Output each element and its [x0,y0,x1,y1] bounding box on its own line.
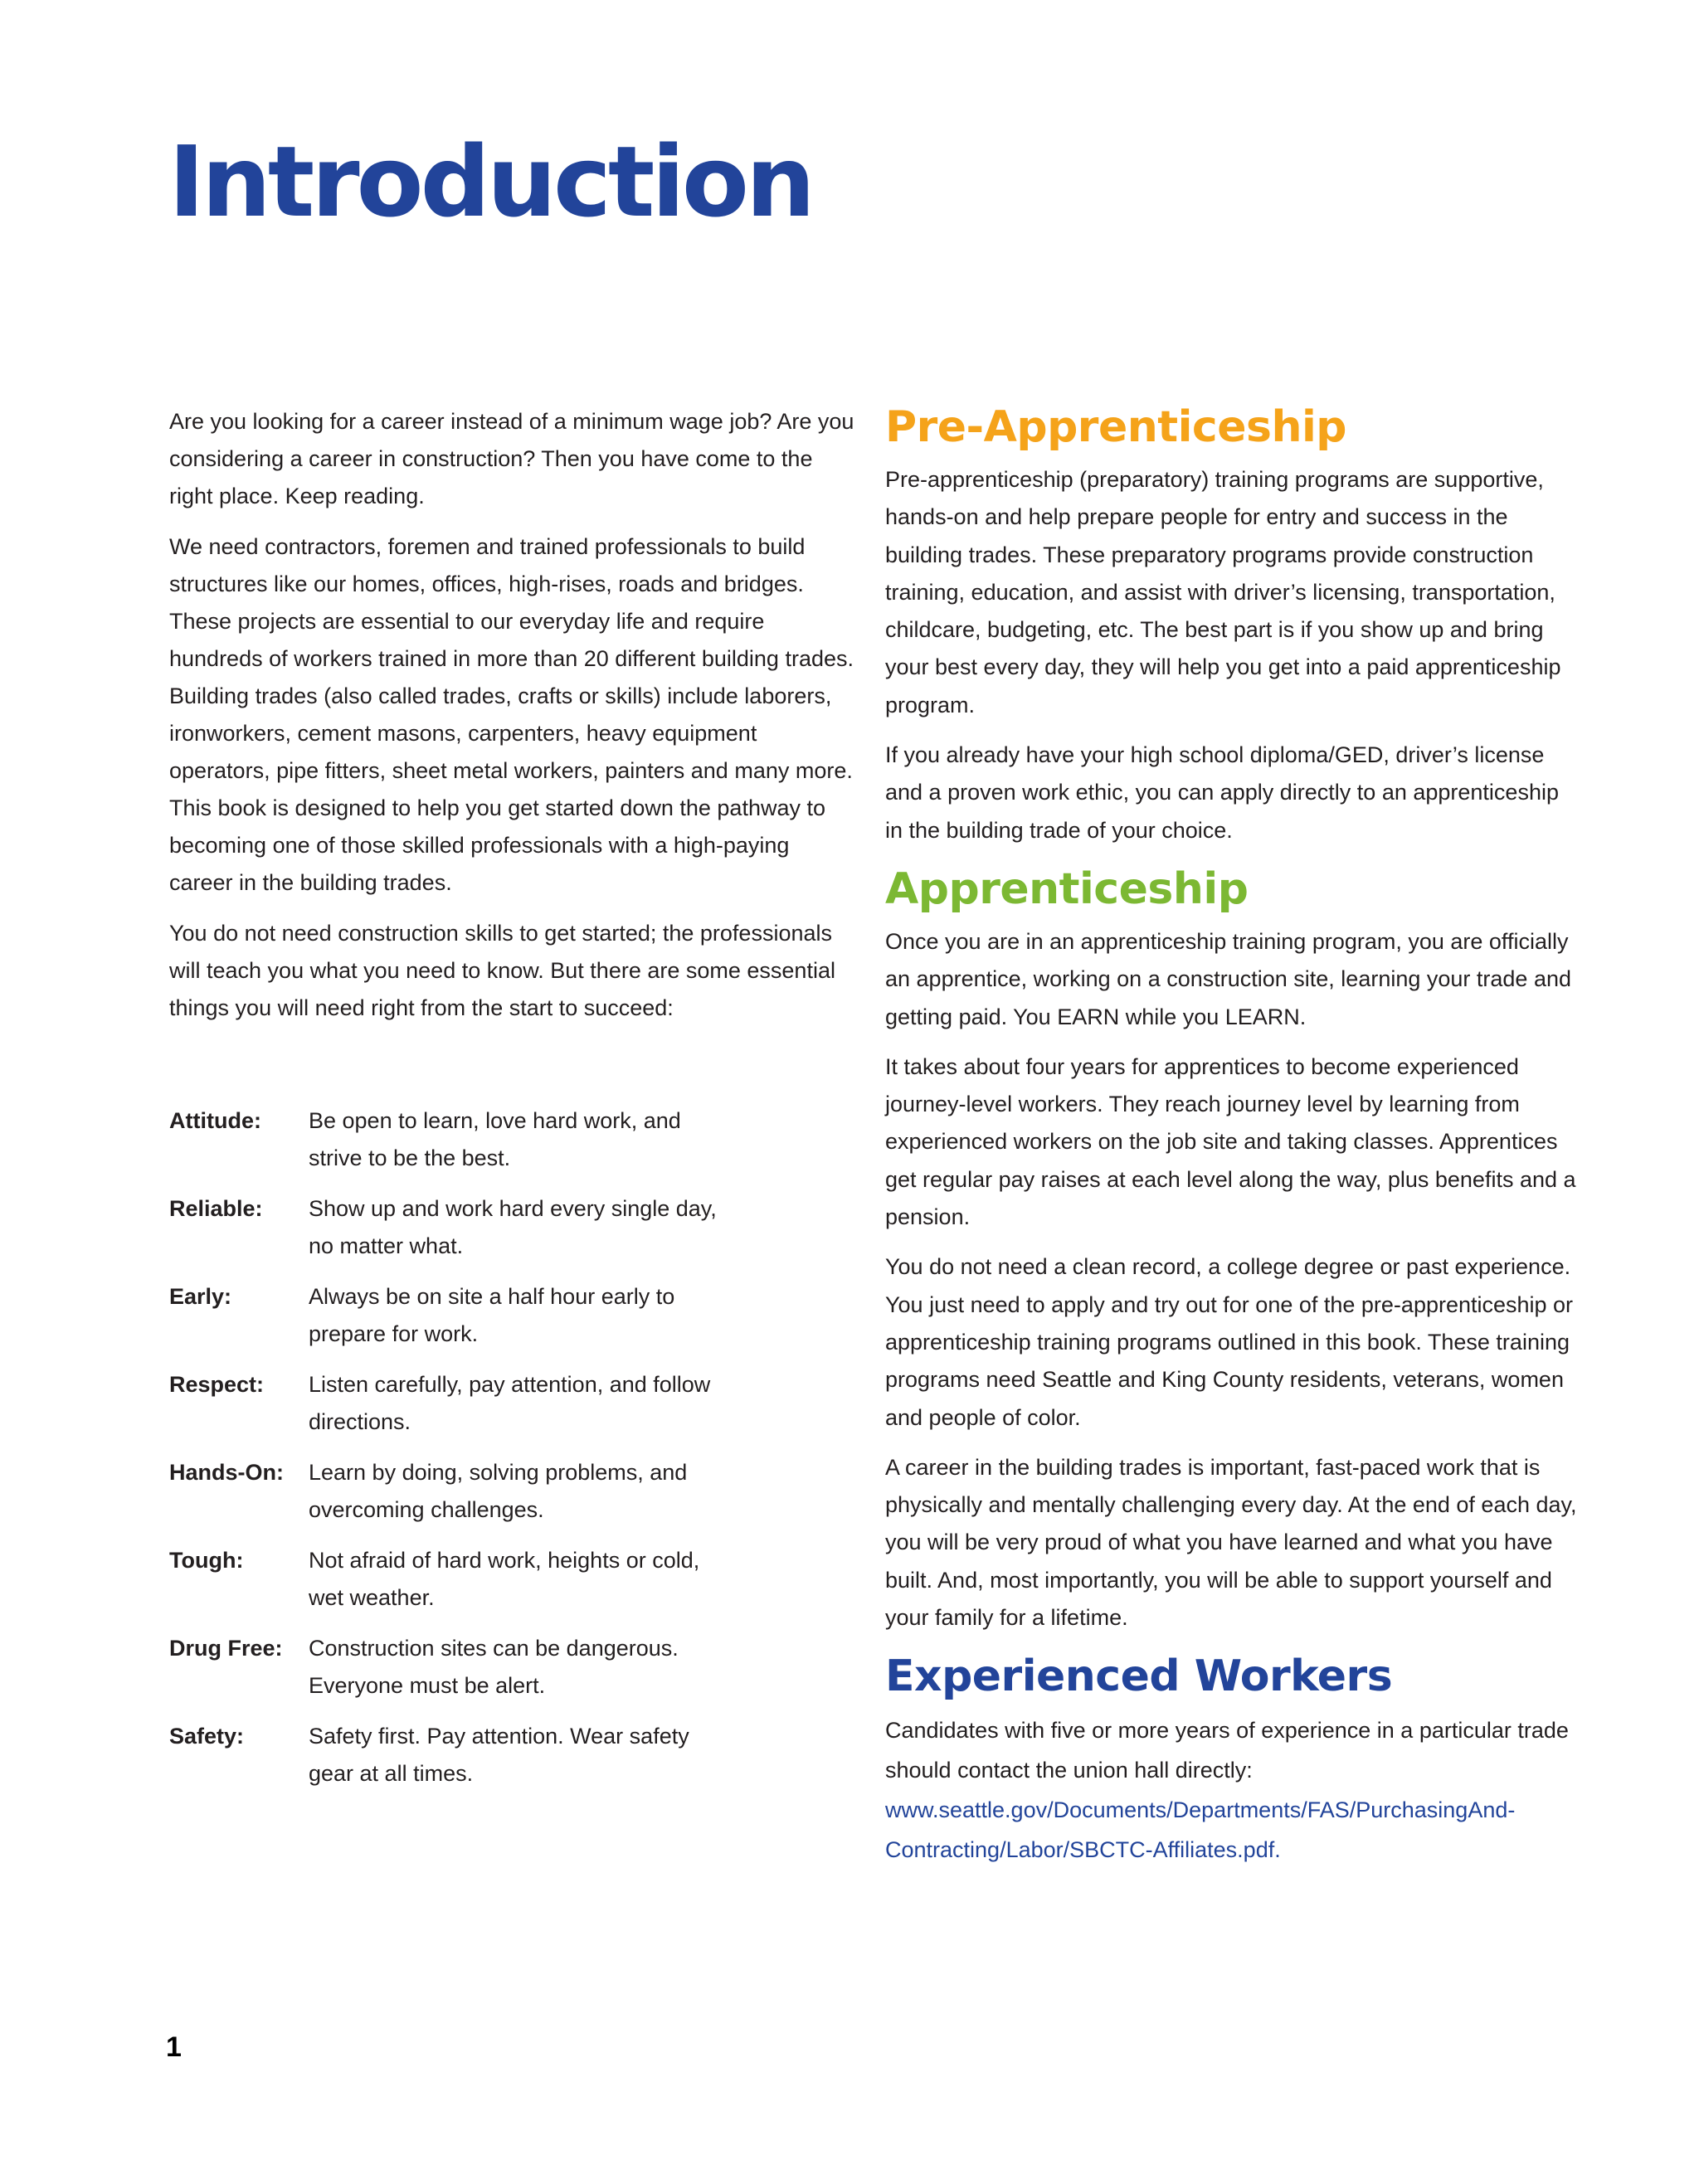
experienced-workers-section [885,1710,1582,1870]
experienced-workers-paragraph: Candidates with five or more years of experience in a particular trade should contact the union hall directly: [885,1718,1569,1783]
apprenticeship-paragraph: You do not need a clean record, a college degree or past experience. You just need to apply and try out for one of the pre-apprenticeship or apprenticeship training programs outlined in this book. These training programs need Seattle and King County residents, veterans, women and people of color. [885,1254,1574,1430]
affiliates-link-line-1: www.seattle.gov/Documents/Departments/FAS/PurchasingAnd- [885,1797,1516,1823]
trait-label: Early: [169,1284,232,1309]
right-column [885,400,1582,1870]
apprenticeship-paragraph: Once you are in an apprenticeship training program, you are officially an apprentice, working on a construction site, learning your trade and getting paid. You EARN while you LEARN. [885,928,1571,1029]
trait-row [169,1542,858,1617]
intro-paragraph: You do not need construction skills to get started; the professionals will teach you what you need to know. But there are some essential things you will need right from the start to succeed: [169,921,835,1020]
apprenticeship-paragraph: It takes about four years for apprentices to become experienced journey-level workers. They reach journey level by learning from experienced workers on the job site and taking classes. Apprentices get regular pay raises at each level along the way, plus benefits and a pension. [885,1053,1576,1230]
trait-row [169,1190,858,1265]
trait-label: Safety: [169,1724,245,1749]
trait-label: Drug Free: [169,1636,283,1661]
trait-description: Learn by doing, solving problems, and overcoming challenges. [309,1460,688,1522]
trait-row [169,1630,858,1705]
trait-row [169,1102,858,1177]
page-number: 1 [166,2031,182,2063]
trait-row [169,1454,858,1529]
traits-list [169,1102,858,1792]
trait-label: Respect: [169,1372,265,1397]
intro-paragraph: Are you looking for a career instead of a minimum wage job? Are you considering a career in construction? Then you have come to the right place. Keep reading. [169,409,854,508]
trait-row [169,1366,858,1441]
trait-label: Tough: [169,1548,244,1573]
trait-description: Always be on site a half hour early to prepare for work. [309,1284,675,1346]
apprenticeship-heading: Apprenticeship [885,863,1249,914]
pre-apprenticeship-paragraph: If you already have your high school diploma/GED, driver’s license and a proven work ethic, you can apply directly to an apprenticeship in the building trade of your choice. [885,742,1559,843]
trait-row [169,1718,858,1792]
trait-description: Show up and work hard every single day, no matter what. [309,1196,717,1258]
pre-apprenticeship-heading: Pre-Apprenticeship [885,402,1347,452]
left-column [169,403,858,1806]
trait-description: Safety first. Pay attention. Wear safety gear at all times. [309,1724,689,1786]
affiliates-link[interactable] [885,1790,1582,1870]
pre-apprenticeship-paragraph: Pre-apprenticeship (preparatory) training programs are supportive, hands-on and help prepare people for entry and success in the building trades. These preparatory programs provide construction training, education, and assist with driver’s licensing, transportation, childcare, budgeting, etc. The best part is if you show up and bring your best every day, they will help you get into a paid apprenticeship program. [885,467,1561,717]
trait-row [169,1278,858,1353]
apprenticeship-paragraph: A career in the building trades is important, fast-paced work that is physically and mentally challenging every day. At the end of each day, you will be very proud of what you have learned and what you have built. And, most importantly, you will be able to support yourself and your family for a lifetime. [885,1454,1577,1631]
experienced-workers-heading: Experienced Workers [885,1651,1393,1702]
affiliates-link-line-2: Contracting/Labor/SBCTC-Affiliates.pdf. [885,1837,1281,1863]
trait-description: Listen carefully, pay attention, and follow directions. [309,1372,711,1434]
trait-label: Reliable: [169,1196,263,1221]
intro-paragraph: We need contractors, foremen and trained professionals to build structures like our homes, offices, high-rises, roads and bridges. These projects are essential to our everyday life and require hundreds of workers trained in more than 20 different building trades. Building trades (also called trades, crafts or skills) include laborers, ironworkers, cement masons, carpenters, heavy equipment operators, pipe fitters, sheet metal workers, painters and many more. This book is designed to help you get started down the pathway to becoming one of those skilled professionals with a high-paying career in the building trades. [169,534,854,895]
trait-description: Be open to learn, love hard work, and strive to be the best. [309,1108,681,1170]
trait-label: Hands-On: [169,1460,284,1485]
trait-label: Attitude: [169,1108,261,1133]
trait-description: Construction sites can be dangerous. Everyone must be alert. [309,1636,679,1698]
page-title: Introduction [168,124,812,239]
trait-description: Not afraid of hard work, heights or cold, wet weather. [309,1548,700,1610]
